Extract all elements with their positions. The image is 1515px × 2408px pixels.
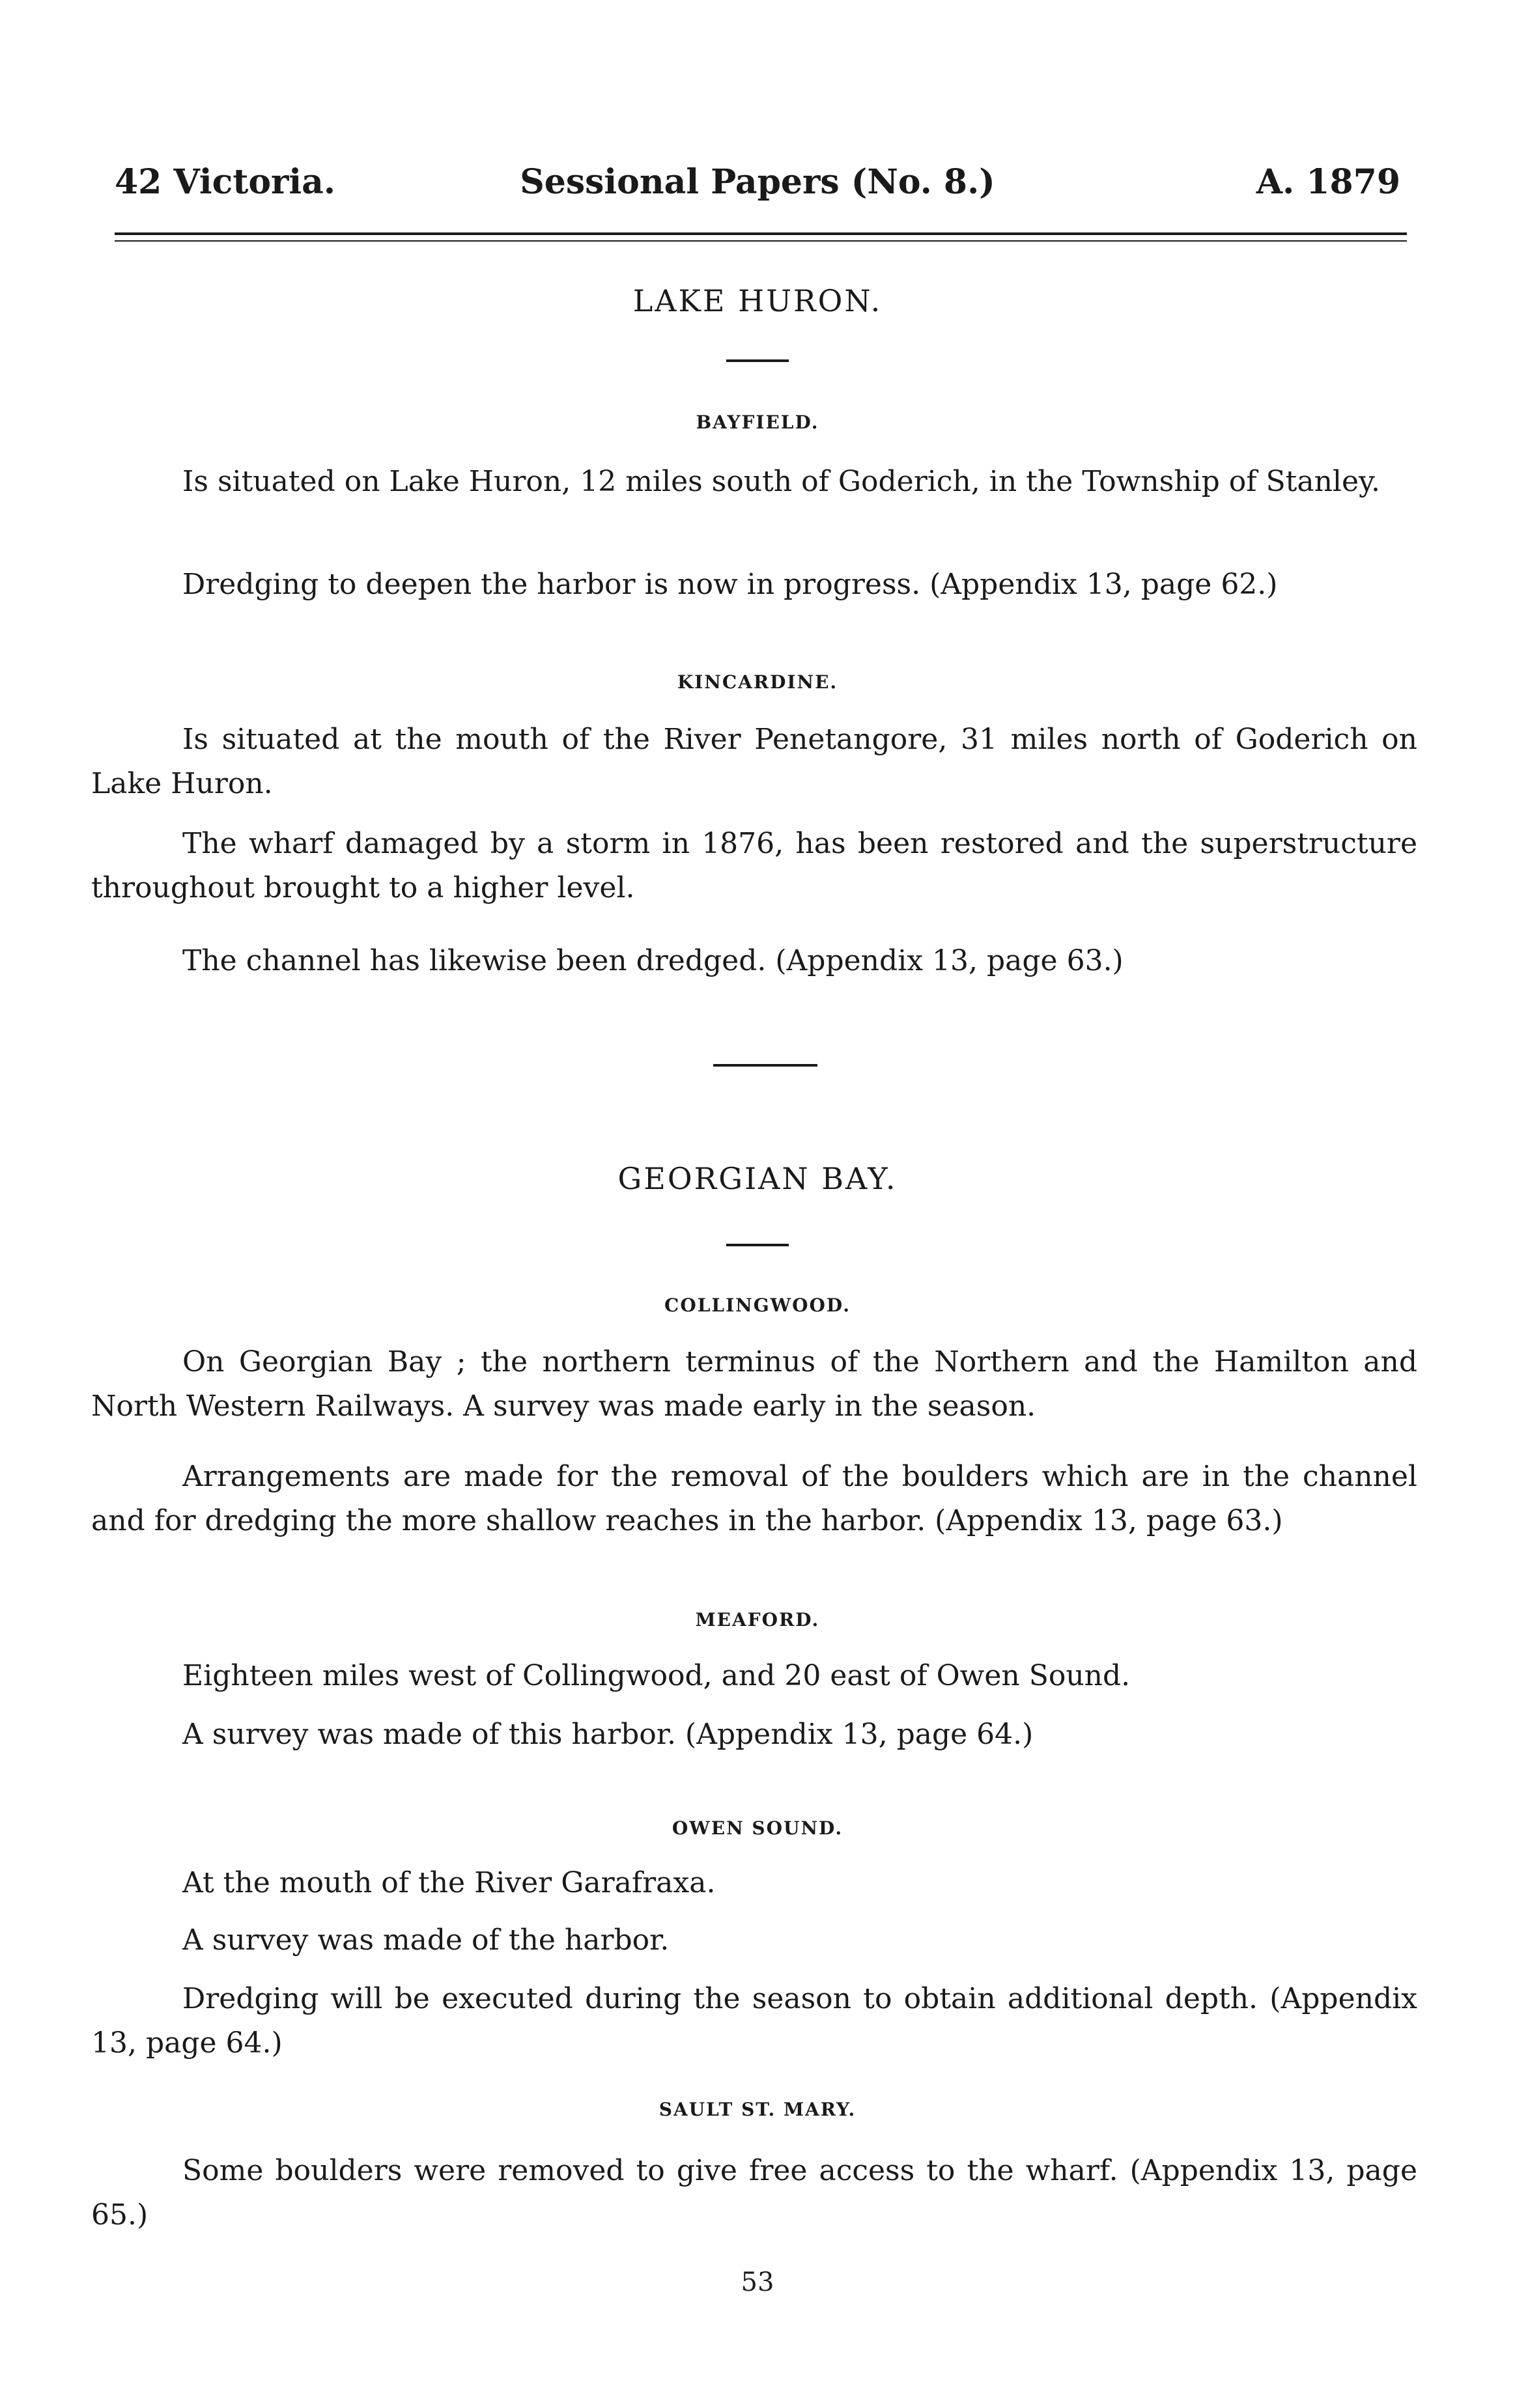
header-sessional-papers: Sessional Papers (No. 8.) bbox=[520, 162, 995, 202]
header-rule-thick bbox=[115, 232, 1407, 235]
paragraph-owen-sound-dredging: Dredging will be executed during the season to obtain additional depth. (Appendix 13, page 64.) bbox=[91, 1982, 1417, 2060]
subhead-bayfield: BAYFIELD. bbox=[696, 412, 819, 433]
paragraph-bayfield-dredging: Dredging to deepen the harbor is now in progress. (Appendix 13, page 62.) bbox=[182, 568, 1278, 601]
section-title-georgian-bay: GEORGIAN BAY. bbox=[617, 1161, 898, 1196]
subhead-collingwood: COLLINGWOOD. bbox=[664, 1295, 851, 1316]
header-regnal-year: 42 Victoria. bbox=[115, 162, 335, 202]
subhead-owen-sound: OWEN SOUND. bbox=[672, 1817, 843, 1839]
paragraph-collingwood-arrangements: Arrangements are made for the removal of the boulders which are in the channel and for dredging the more shallow reaches in the harbor. (Appendix 13, page 63.) bbox=[91, 1460, 1417, 1537]
paragraph-kincardine-channel: The channel has likewise been dredged. (Appendix 13, page 63.) bbox=[182, 944, 1124, 977]
header-rule-thin bbox=[115, 240, 1407, 242]
section-divider-short bbox=[726, 359, 789, 362]
paragraph-bayfield-location: Is situated on Lake Huron, 12 miles south of Goderich, in the Township of Stanley. bbox=[182, 465, 1381, 498]
paragraph-collingwood-location: On Georgian Bay ; the northern terminus of the Northern and the Hamilton and North Western Railways. A survey was made early in the season. bbox=[91, 1345, 1417, 1423]
paragraph-meaford-survey: A survey was made of this harbor. (Appendix 13, page 64.) bbox=[182, 1718, 1034, 1751]
subhead-sault-st-mary: SAULT ST. MARY. bbox=[658, 2099, 857, 2120]
section-title-lake-huron: LAKE HURON. bbox=[632, 283, 883, 318]
paragraph-owen-sound-survey: A survey was made of the harbor. bbox=[182, 1924, 670, 1957]
paragraph-kincardine-wharf: The wharf damaged by a storm in 1876, has been restored and the superstructure throughout brought to a higher level. bbox=[91, 827, 1417, 904]
header-year: A. 1879 bbox=[1256, 162, 1400, 202]
section-separator-rule bbox=[713, 1064, 817, 1067]
section-divider-short bbox=[726, 1244, 789, 1246]
subhead-kincardine: KINCARDINE. bbox=[677, 671, 838, 693]
subhead-meaford: MEAFORD. bbox=[695, 1609, 820, 1631]
paragraph-sault-st-mary-boulders: Some boulders were removed to give free access to the wharf. (Appendix 13, page 65.) bbox=[91, 2154, 1417, 2232]
paragraph-meaford-location: Eighteen miles west of Collingwood, and 20 east of Owen Sound. bbox=[182, 1659, 1131, 1692]
paragraph-owen-sound-location: At the mouth of the River Garafraxa. bbox=[182, 1866, 716, 1899]
paragraph-kincardine-location: Is situated at the mouth of the River Penetangore, 31 miles north of Goderich on Lake Huron. bbox=[91, 723, 1417, 800]
page-number: 53 bbox=[741, 2267, 774, 2297]
